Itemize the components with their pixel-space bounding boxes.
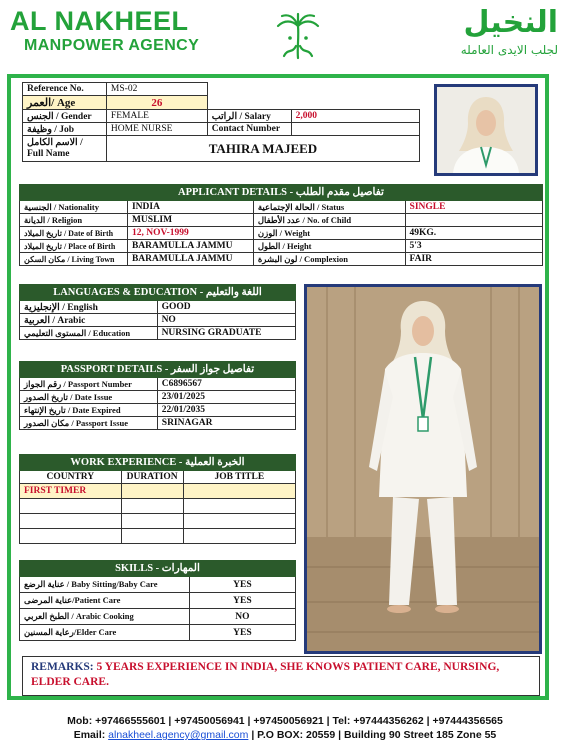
- table-row: [20, 301, 296, 314]
- issue-place-value: SRINAGAR: [157, 417, 295, 430]
- pob-label: تاريخ الميلاد / Place of Birth: [20, 240, 128, 253]
- full-name-label: [23, 136, 107, 162]
- ref-value: MS-02: [106, 83, 207, 96]
- footer-address: | P.O BOX: 20559 | Building 90 Street 185 Zone 55: [251, 729, 497, 741]
- table-row: [20, 240, 543, 253]
- ref-label: Reference No.: [23, 83, 107, 96]
- full-name-value: TAHIRA MAJEED: [106, 136, 419, 162]
- arabic-value: NO: [157, 314, 295, 327]
- full-name-label-en: Full Name: [27, 148, 70, 159]
- age-label: العمر/ Age: [23, 96, 107, 110]
- skills-table: [19, 560, 296, 641]
- table-row: [20, 314, 296, 327]
- languages-section-title: LANGUAGES & EDUCATION - اللغة والتعليم: [20, 285, 296, 301]
- full-name-label-ar: الاسم الكامل /: [27, 137, 83, 148]
- passport-table: [19, 361, 296, 430]
- passport-number-label: رقم الجواز / Passport Number: [20, 378, 158, 391]
- education-label: المستوى التعليمي / Education: [20, 327, 158, 340]
- complexion-value: FAIR: [405, 253, 542, 266]
- brand-arabic-name: النخيل: [463, 5, 558, 40]
- brand-arabic-subtitle: لجلب الايدى العامله: [460, 43, 558, 57]
- town-label: مكان السكن / Living Town: [20, 253, 128, 266]
- job-value: HOME NURSE: [106, 123, 207, 136]
- table-row: [20, 404, 296, 417]
- table-row: [20, 391, 296, 404]
- status-label: الحالة الإجتماعية / Status: [253, 201, 405, 214]
- passport-number-value: C6896567: [157, 378, 295, 391]
- remarks-label: REMARKS:: [31, 661, 94, 673]
- footer-phones: Mob: +97466555601 | +97450056941 | +97450056921 | Tel: +97444356262 | +97444356565: [67, 715, 503, 727]
- gender-label: الجنس / Gender: [23, 110, 107, 123]
- expiry-date-value: 22/01/2035: [157, 404, 295, 417]
- applicant-details-table: [19, 184, 543, 266]
- brand-subtitle: MANPOWER AGENCY: [24, 37, 200, 54]
- table-row: [20, 227, 543, 240]
- patient-care-value: YES: [189, 593, 295, 609]
- email-link[interactable]: alnakheel.agency@gmail.com: [108, 729, 249, 741]
- table-row: [20, 499, 296, 514]
- table-row: [20, 529, 296, 544]
- town-value: BARAMULLA JAMMU: [127, 253, 253, 266]
- brand-english: [10, 6, 199, 56]
- skills-section-title: SKILLS - المهارات: [20, 561, 296, 577]
- children-value: [405, 214, 542, 227]
- work-experience-table: [19, 454, 296, 544]
- salary-label: الراتب / Salary: [207, 110, 291, 123]
- passport-section-title: PASSPORT DETAILS - تفاصيل جواز السفر: [20, 362, 296, 378]
- religion-value: MUSLIM: [127, 214, 253, 227]
- portrait-photo: [434, 84, 538, 176]
- arabic-label: العربية / Arabic: [20, 314, 158, 327]
- babysitting-value: YES: [189, 577, 295, 593]
- weight-label: الوزن / Weight: [253, 227, 405, 240]
- palm-calligraphy-logo: [270, 8, 326, 64]
- col-country: COUNTRY: [20, 471, 122, 484]
- issue-date-label: تاريخ الصدور / Date Issue: [20, 391, 158, 404]
- dob-label: تاريخ الميلاد / Date of Birth: [20, 227, 128, 240]
- table-row: [20, 201, 543, 214]
- applicant-section-title: APPLICANT DETAILS - تفاصيل مقدم الطلب: [20, 185, 543, 201]
- table-row: [20, 593, 296, 609]
- job-label: وظيفة / Job: [23, 123, 107, 136]
- pob-value: BARAMULLA JAMMU: [127, 240, 253, 253]
- brand-arabic: [461, 4, 558, 58]
- elder-care-value: YES: [189, 625, 295, 641]
- table-row: [20, 577, 296, 593]
- elder-care-label: رعاية المسنين/Elder Care: [20, 625, 190, 641]
- table-row: [20, 625, 296, 641]
- education-value: NURSING GRADUATE: [157, 327, 295, 340]
- remarks-text: 5 YEARS EXPERIENCE IN INDIA, SHE KNOWS PATIENT CARE, NURSING, ELDER CARE.: [31, 661, 500, 688]
- work-section-title: WORK EXPERIENCE - الخبرة العملية: [20, 455, 296, 471]
- expiry-date-label: تاريخ الإنتهاء / Date Expired: [20, 404, 158, 417]
- dob-value: 12, NOV-1999: [127, 227, 253, 240]
- table-row: [20, 609, 296, 625]
- table-row: [20, 253, 543, 266]
- babysitting-label: عناية الرضع / Baby Sitting/Baby Care: [20, 577, 190, 593]
- col-job-title: JOB TITLE: [183, 471, 295, 484]
- full-body-photo: [304, 284, 542, 654]
- table-row: [20, 514, 296, 529]
- height-value: 5'3: [405, 240, 542, 253]
- age-value: 26: [106, 96, 207, 110]
- footer-address-line: [0, 728, 570, 742]
- nationality-value: INDIA: [127, 201, 253, 214]
- footer-contact: [0, 714, 570, 742]
- email-label: Email:: [73, 729, 106, 741]
- languages-table: [19, 284, 296, 340]
- table-row: [20, 327, 296, 340]
- arabic-cooking-value: NO: [189, 609, 295, 625]
- issue-place-label: مكان الصدور / Passport Issue: [20, 417, 158, 430]
- first-timer-cell: FIRST TIMER: [20, 484, 122, 499]
- issue-date-value: 23/01/2025: [157, 391, 295, 404]
- religion-label: الديانة / Religion: [20, 214, 128, 227]
- brand-name: AL NAKHEEL: [10, 6, 189, 36]
- salary-value: 2,000: [291, 110, 419, 123]
- children-label: عدد الأطفال / No. of Child: [253, 214, 405, 227]
- patient-care-label: عناية المرضى/Patient Care: [20, 593, 190, 609]
- weight-value: 49KG.: [405, 227, 542, 240]
- col-duration: DURATION: [121, 471, 183, 484]
- nationality-label: الجنسية / Nationality: [20, 201, 128, 214]
- status-value: SINGLE: [405, 201, 542, 214]
- gender-value: FEMALE: [106, 110, 207, 123]
- arabic-cooking-label: الطبخ العربي / Arabic Cooking: [20, 609, 190, 625]
- contact-value: [291, 123, 419, 136]
- english-value: GOOD: [157, 301, 295, 314]
- remarks-box: [22, 656, 540, 696]
- profile-table: [22, 82, 420, 162]
- table-row: [20, 484, 296, 499]
- complexion-label: لون البشرة / Complexion: [253, 253, 405, 266]
- table-row: [20, 378, 296, 391]
- english-label: الإنجليزية / English: [20, 301, 158, 314]
- table-row: [20, 214, 543, 227]
- contact-label: Contact Number: [207, 123, 291, 136]
- table-row: [20, 417, 296, 430]
- height-label: الطول / Height: [253, 240, 405, 253]
